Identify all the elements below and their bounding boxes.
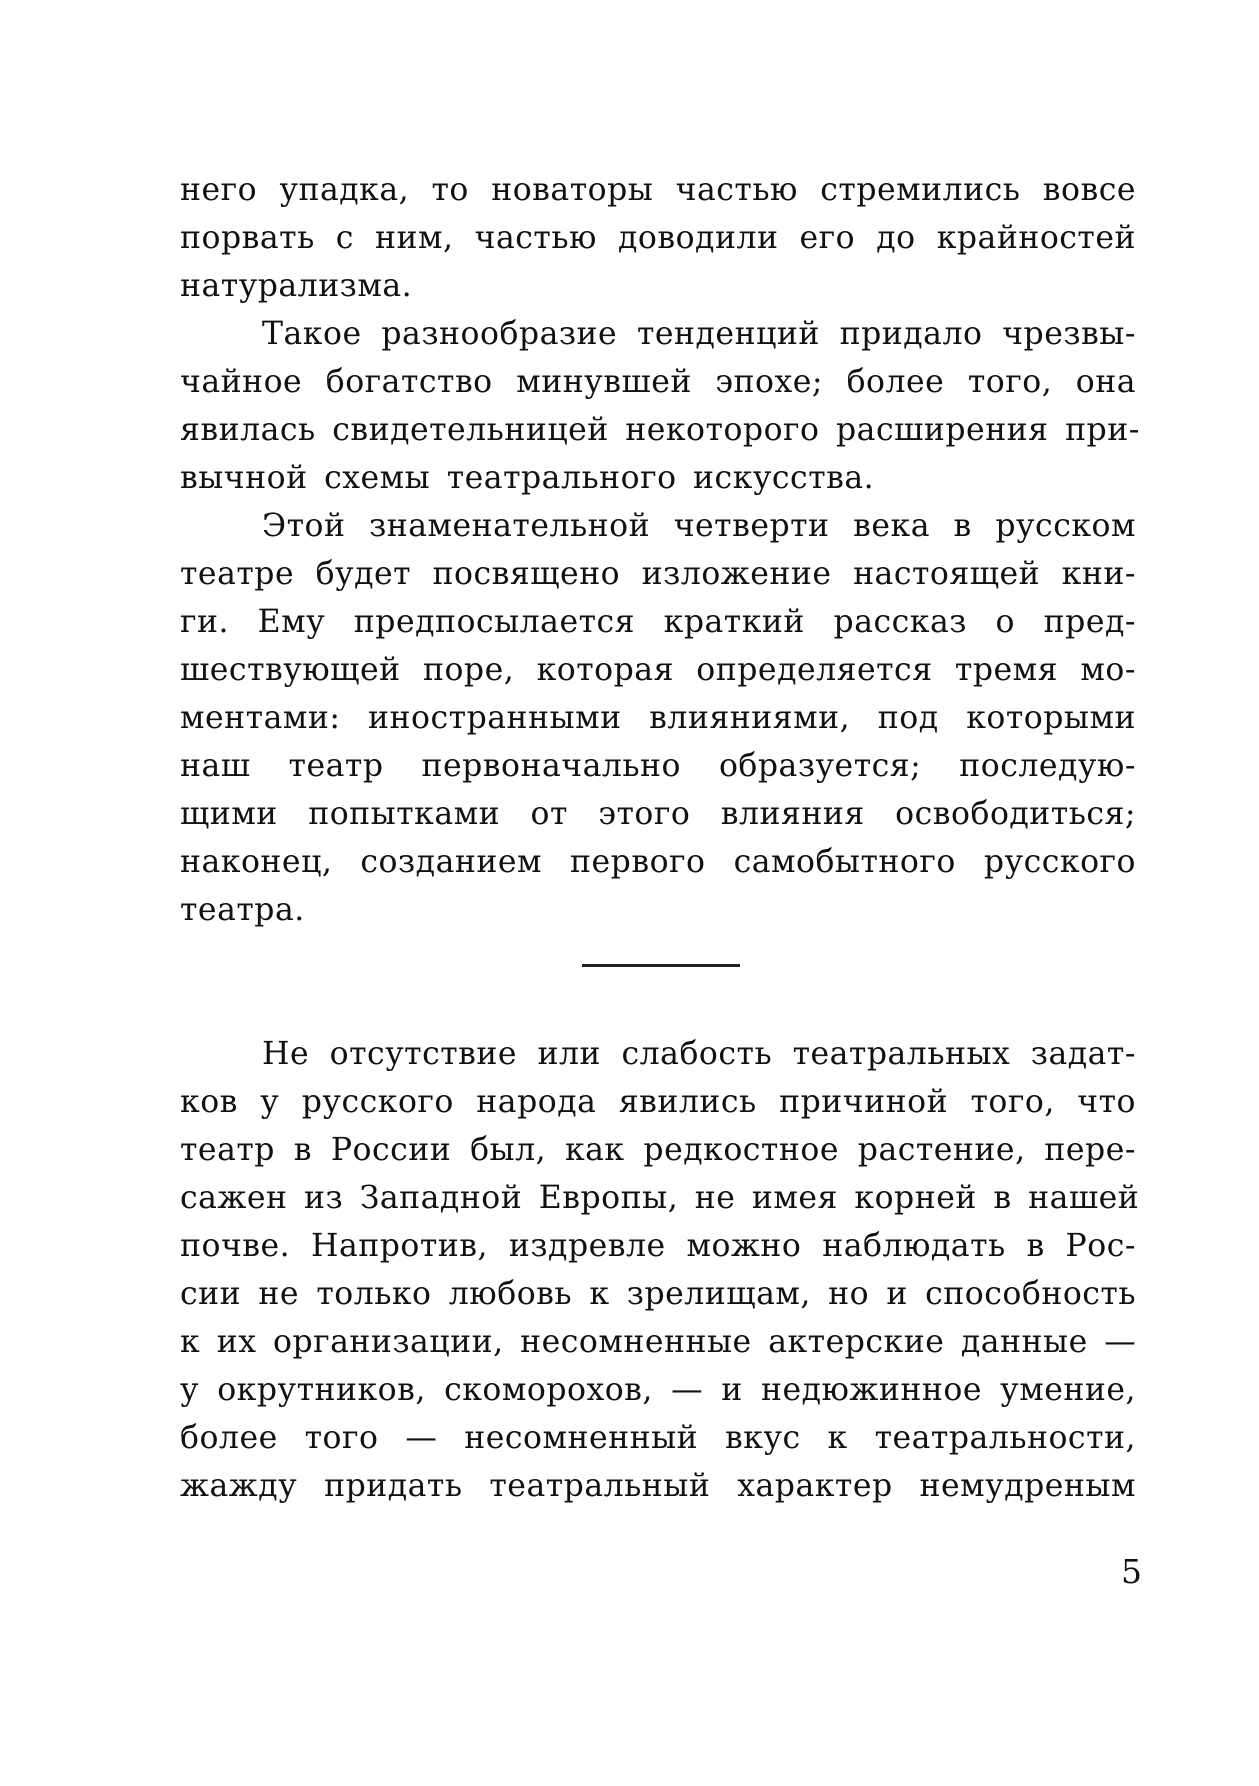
text-line: сии не только любовь к зрелищам, но и способность: [180, 1276, 1136, 1312]
text-line: ков у русского народа явились причиной того, что: [180, 1084, 1136, 1120]
page-number: 5: [1121, 1552, 1142, 1591]
text-line: театре будет посвящено изложение настоящей кни-: [180, 556, 1136, 592]
text-section-2: [180, 1030, 1140, 1510]
text-line: наш театр первоначально образуется; последую-: [180, 748, 1136, 784]
text-line: вычной схемы театрального искусства.: [180, 460, 875, 496]
text-line: натурализма.: [180, 268, 413, 304]
paragraph: [180, 310, 1140, 502]
text-line: чайное богатство минувшей эпохе; более того, она: [180, 364, 1136, 400]
text-line: почве. Напротив, издревле можно наблюдать в Рос-: [180, 1228, 1136, 1264]
text-line: ги. Ему предпосылается краткий рассказ о пред-: [180, 604, 1136, 640]
text-line: к их организации, несомненные актерские данные —: [180, 1324, 1137, 1360]
text-line: Не отсутствие или слабость театральных задат-: [262, 1036, 1136, 1072]
paragraph: [180, 1030, 1140, 1510]
text-line: него упадка, то новаторы частью стремились вовсе: [180, 172, 1136, 208]
text-line: Этой знаменательной четверти века в русском: [262, 508, 1136, 544]
text-line: наконец, созданием первого самобытного русского: [180, 844, 1136, 880]
paragraph: [180, 166, 1136, 310]
text-section-1: [180, 166, 1140, 934]
text-line: порвать с ним, частью доводили его до крайностей: [180, 220, 1136, 256]
text-line: театра.: [180, 892, 305, 928]
text-line: театр в России был, как редкостное растение, пере-: [180, 1132, 1136, 1168]
paragraph: [180, 502, 1136, 934]
section-divider: [582, 964, 740, 967]
text-line: у окрутников, скоморохов, — и недюжинное умение,: [180, 1372, 1136, 1408]
text-line: шествующей поре, которая определяется тремя мо-: [180, 652, 1136, 688]
text-line: щими попытками от этого влияния освободиться;: [180, 796, 1136, 832]
text-line: Такое разнообразие тенденций придало чрезвы-: [262, 316, 1136, 352]
text-line: ментами: иностранными влияниями, под которыми: [180, 700, 1136, 736]
text-line: сажен из Западной Европы, не имея корней в нашей: [180, 1180, 1140, 1216]
text-line: более того — несомненный вкус к театральности,: [180, 1420, 1136, 1456]
text-line: жажду придать театральный характер немудреным: [180, 1468, 1136, 1504]
text-line: явилась свидетельницей некоторого расширения при-: [180, 412, 1140, 448]
